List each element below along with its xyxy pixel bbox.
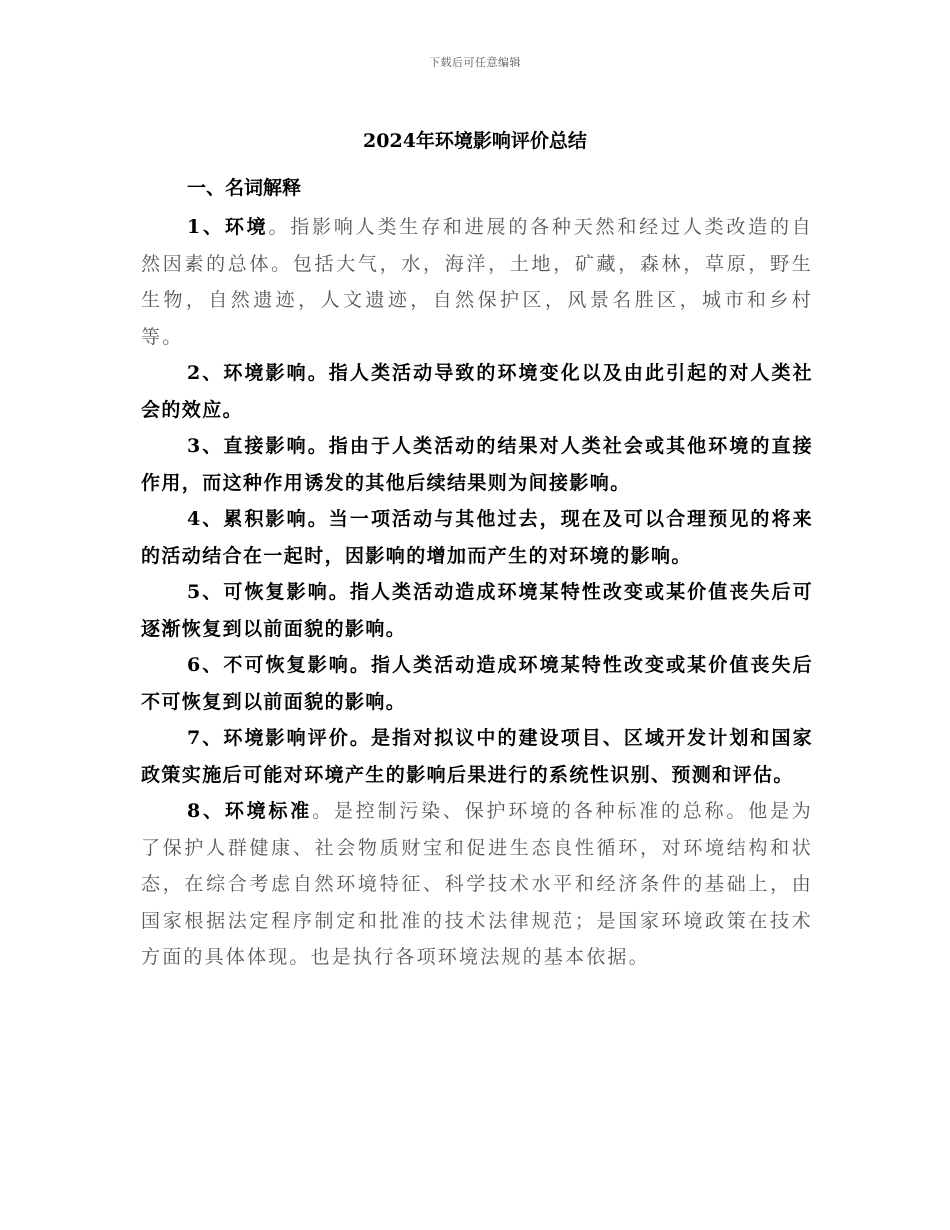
term-label: 8、环境标准 <box>187 800 313 822</box>
page-header: 下载后可任意编辑 <box>429 56 521 69</box>
definition-text: 。是控制污染、保护环境的各种标准的总称。他是为了保护人群健康、社会物质财宝和促进生态良性循环，对环境结构和状态，在综合考虑自然环境特征、科学技术水平和经济条件的基础上，由国家根据法定程序制定和批准的技术法律规范；是国家环境政策在技术方面的具体体现。也是执行各项环境法规的基本依据。 <box>141 800 813 968</box>
definition-irrecoverable-impact: 6、不可恢复影响。指人类活动造成环境某特性改变或某价值丧失后不可恢复到以前面貌的影响。 <box>141 654 813 713</box>
definition-environmental-impact: 2、环境影响。指人类活动导致的环境变化以及由此引起的对人类社会的效应。 <box>141 362 813 421</box>
definition-environmental-standard <box>141 793 813 976</box>
definition-environment <box>141 209 813 355</box>
definition-cumulative-impact: 4、累积影响。当一项活动与其他过去，现在及可以合理预见的将来的活动结合在一起时，因影响的增加而产生的对环境的影响。 <box>141 508 813 567</box>
definition-recoverable-impact: 5、可恢复影响。指人类活动造成环境某特性改变或某价值丧失后可逐渐恢复到以前面貌的影响。 <box>141 581 813 640</box>
document-title: 2024年环境影响评价总结 <box>363 130 587 152</box>
definition-eia: 7、环境影响评价。是指对拟议中的建设项目、区域开发计划和国家政策实施后可能对环境产生的影响后果进行的系统性识别、预测和评估。 <box>141 727 813 786</box>
definition-direct-impact: 3、直接影响。指由于人类活动的结果对人类社会或其他环境的直接作用，而这种作用诱发的其他后续结果则为间接影响。 <box>141 435 813 494</box>
section-heading: 一、名词解释 <box>187 177 302 199</box>
term-label: 1、环境 <box>187 216 269 238</box>
document-body <box>141 170 813 976</box>
definition-text: 。指影响人类生存和进展的各种天然和经过人类改造的自然因素的总体。包括大气，水，海洋，土地，矿藏，森林，草原，野生生物，自然遗迹，人文遗迹，自然保护区，风景名胜区，城市和乡村等。 <box>141 216 813 348</box>
